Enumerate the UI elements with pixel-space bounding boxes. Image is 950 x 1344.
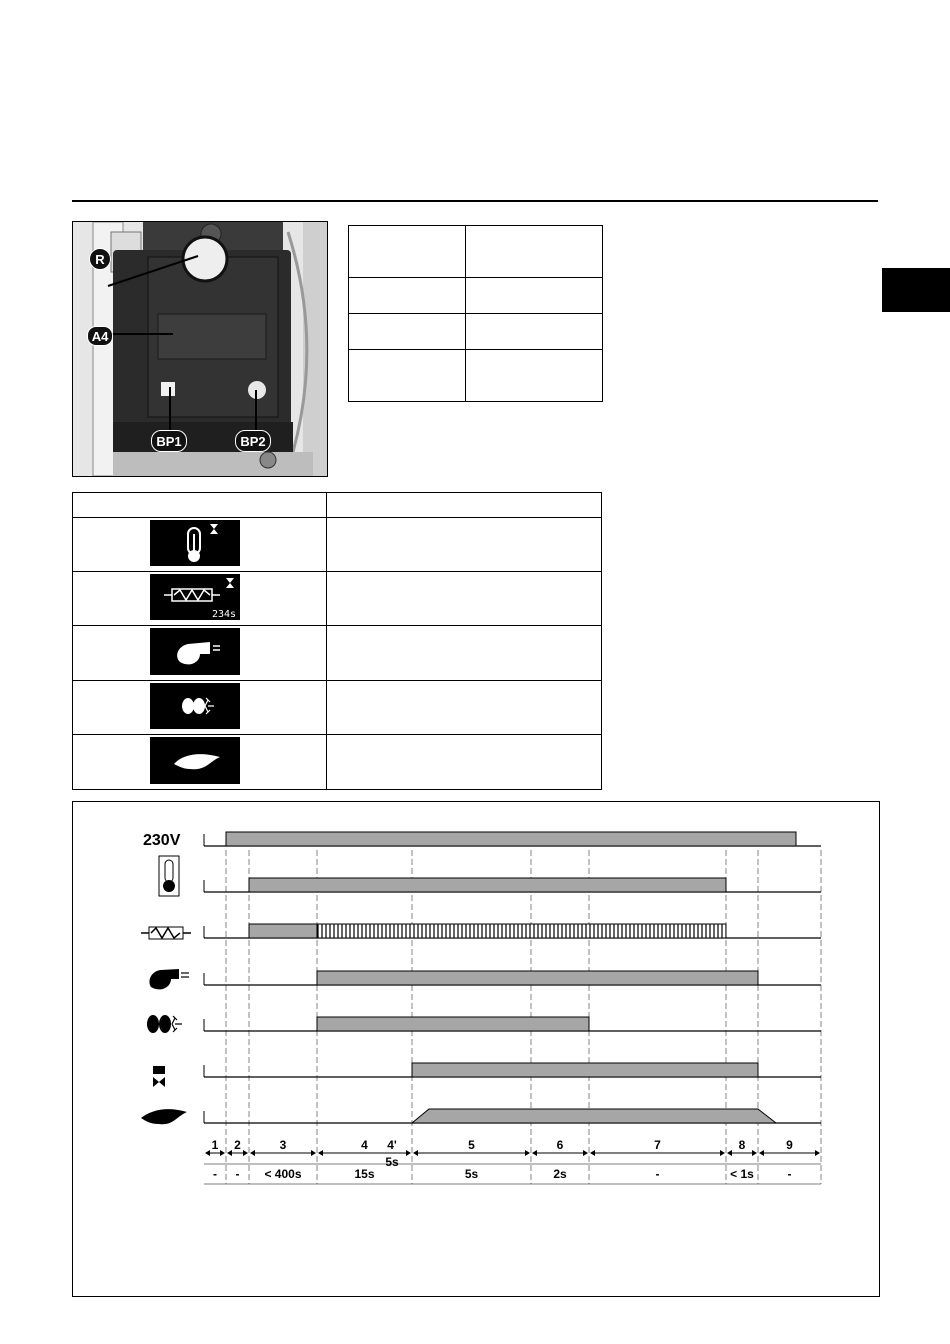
phase-label: 8 [738, 1138, 746, 1152]
arrow-head [205, 1150, 210, 1156]
arrow-head [590, 1150, 595, 1156]
arrow-head [318, 1150, 323, 1156]
arrow-head [250, 1150, 255, 1156]
phase-duration: - [213, 1167, 217, 1181]
arrow-head [413, 1150, 418, 1156]
phase-duration: < 400s [264, 1167, 302, 1181]
top-rule [72, 200, 878, 202]
phase-label: 9 [786, 1138, 793, 1152]
phase-duration: - [655, 1167, 660, 1181]
phase-label: 5 [468, 1138, 475, 1152]
fan-row-bar [317, 971, 758, 985]
voltage-label: 230V [143, 832, 181, 849]
arrow-head [227, 1150, 232, 1156]
phase-label: 3 [279, 1138, 287, 1152]
arrow-head [752, 1150, 757, 1156]
ignition-row-bar [317, 1017, 589, 1031]
phase-duration: 2s [553, 1167, 567, 1181]
section-tab [882, 268, 950, 312]
fan-icon [150, 628, 240, 675]
phase-duration: - [235, 1167, 240, 1181]
thermostat-row-bar [249, 878, 726, 892]
phase-duration: - [787, 1167, 792, 1181]
arrow-head [727, 1150, 732, 1156]
arrow-head [759, 1150, 764, 1156]
phase-label: 4 [361, 1138, 368, 1152]
heater-timer-icon [150, 574, 240, 620]
arrow-head [311, 1150, 316, 1156]
arrow-head [525, 1150, 530, 1156]
flame-row-bar [412, 1109, 776, 1123]
callout-bp2: BP2 [235, 430, 271, 452]
callout-bp1: BP1 [151, 430, 187, 452]
component-table [348, 225, 603, 402]
phase-label: 2 [234, 1138, 241, 1152]
valve-row-bar [412, 1063, 758, 1077]
arrow-head [532, 1150, 537, 1156]
phase-label: 4' [387, 1138, 397, 1152]
arrow-head [220, 1150, 225, 1156]
phase-duration: 5s [464, 1167, 479, 1181]
timing-chart [73, 802, 879, 1296]
heater-counter: 234s [212, 609, 237, 620]
thermometer-timer-icon [150, 520, 240, 566]
arrow-head [815, 1150, 820, 1156]
callout-a4: A4 [87, 326, 113, 346]
heater-icon [141, 927, 191, 939]
phase-duration: < 1s [730, 1167, 754, 1181]
phase-duration: 5s [385, 1155, 399, 1169]
heater-row-bar [249, 924, 317, 938]
thermometer-icon [159, 856, 179, 896]
fan-icon [149, 969, 189, 989]
ignition-icon [147, 1015, 182, 1033]
phase-duration: 15s [354, 1167, 375, 1181]
flame-icon [150, 737, 240, 784]
display-icon-table [72, 492, 602, 790]
arrow-head [583, 1150, 588, 1156]
valve-icon [153, 1066, 165, 1087]
timing-diagram [72, 801, 880, 1297]
board-illustration [73, 222, 327, 476]
voltage-row-bar [226, 832, 796, 846]
phase-label: 6 [556, 1138, 564, 1152]
phase-label: 1 [211, 1138, 219, 1152]
control-board-photo [72, 221, 328, 477]
heater-row-bar [317, 924, 726, 938]
phase-label: 7 [654, 1138, 661, 1152]
ignition-icon [150, 683, 240, 729]
callout-r: R [89, 248, 111, 270]
arrow-head [720, 1150, 725, 1156]
arrow-head [243, 1150, 248, 1156]
flame-icon-row [141, 1109, 187, 1124]
